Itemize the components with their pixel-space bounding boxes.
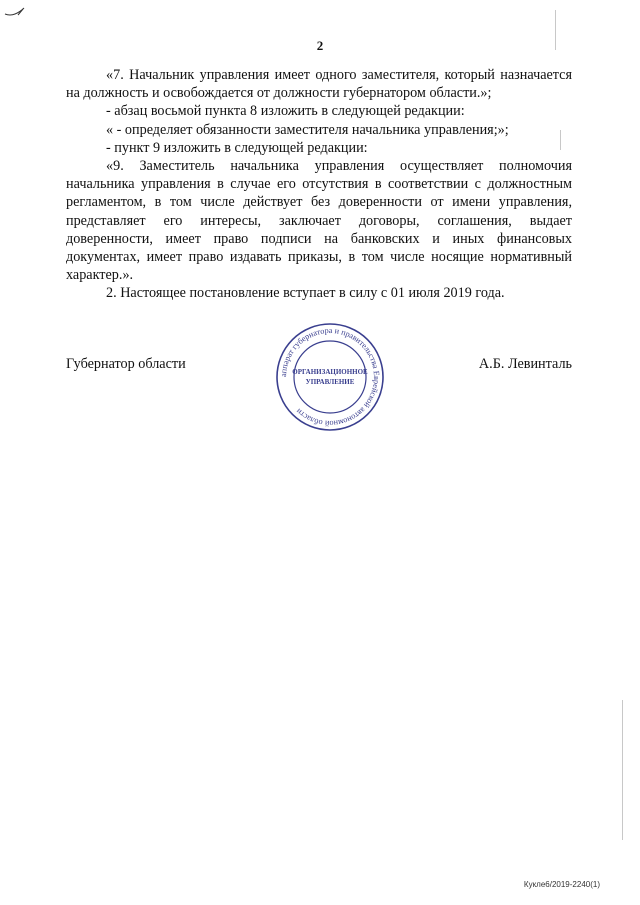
scan-artifact: [555, 10, 556, 50]
stamp-outer-text: аппарат губернатора и правительства Еврейской автономной области: [278, 325, 382, 429]
scan-artifact: [560, 130, 561, 150]
organization-stamp: [274, 321, 386, 433]
paragraph: «9. Заместитель начальника управления осуществляет полномочия начальника управления в случае его отсутствия в соответствии с должностным регламентом, в том числе действует без доверенности от имени управления, представляет его интересы, заключает договоры, соглашения, выдает доверенности, имеет право подписи на банковских и иных финансовых документах, имеет право издавать приказы, в том числе носящие нормативный характер.».: [66, 158, 572, 284]
handwritten-mark: [4, 6, 26, 18]
paragraph: - абзац восьмой пункта 8 изложить в следующей редакции:: [106, 103, 465, 120]
stamp-inner-ring: [294, 341, 366, 413]
page-number: 2: [316, 38, 324, 53]
paragraph: - пункт 9 изложить в следующей редакции:: [106, 139, 368, 156]
stamp-center-line2: УПРАВЛЕНИЕ: [305, 378, 355, 386]
paragraph: «7. Начальник управления имеет одного заместителя, который назначается на должность и освобождается от должности губернатором области.»;: [66, 67, 572, 102]
scan-artifact: [622, 700, 623, 840]
document-code: Кукле6/2019-2240(1): [523, 880, 600, 889]
paragraph: « - определяет обязанности заместителя начальника управления;»;: [106, 121, 509, 138]
stamp-outer-ring: [277, 324, 383, 430]
paragraph: 2. Настоящее постановление вступает в силу с 01 июля 2019 года.: [106, 285, 505, 302]
signatory-title: Губернатор области: [66, 356, 186, 372]
signatory-name: А.Б. Левинталь: [478, 356, 572, 372]
document-body: [66, 66, 572, 303]
stamp-center-line1: ОРГАНИЗАЦИОННОЕ: [292, 368, 368, 376]
